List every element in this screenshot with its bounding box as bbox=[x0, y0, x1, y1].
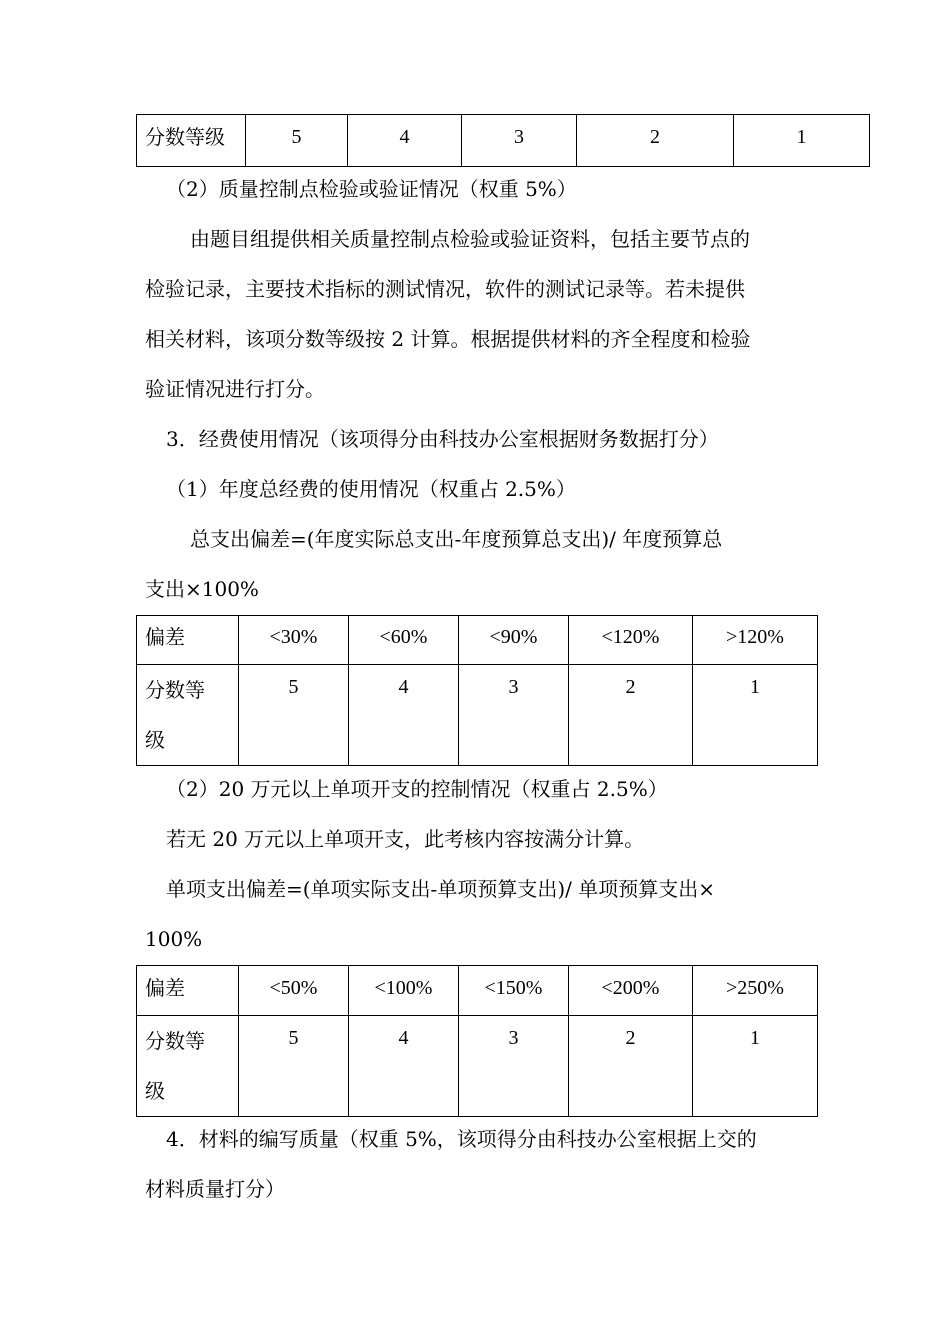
label-line: 分数等 bbox=[145, 1029, 205, 1053]
table-header-cell: <60% bbox=[349, 616, 459, 665]
table-cell: 2 bbox=[569, 665, 693, 766]
deviation-score-table-2 bbox=[136, 965, 818, 1117]
table-header-cell: <120% bbox=[569, 616, 693, 665]
table-cell: 3 bbox=[459, 665, 569, 766]
table-cell: 4 bbox=[348, 115, 462, 167]
section-3-2-heading: （2）20 万元以上单项开支的控制情况（权重占 2.5%） bbox=[166, 777, 668, 801]
section-4-heading-cont: 材料质量打分） bbox=[145, 1177, 285, 1201]
table-cell: 2 bbox=[569, 1016, 693, 1117]
table-header-cell: <30% bbox=[239, 616, 349, 665]
table-cell: 1 bbox=[734, 115, 870, 167]
table-cell: 1 bbox=[693, 665, 818, 766]
table-row bbox=[137, 616, 818, 665]
table-row bbox=[137, 1016, 818, 1117]
table-header-cell: <50% bbox=[239, 966, 349, 1016]
formula-line: 100% bbox=[145, 927, 203, 951]
formula-line: 单项支出偏差=(单项实际支出-单项预算支出)/ 单项预算支出× bbox=[166, 877, 715, 901]
table-cell: 4 bbox=[349, 1016, 459, 1117]
formula-line: 支出×100% bbox=[145, 577, 259, 601]
table-header-cell: <90% bbox=[459, 616, 569, 665]
section-4-heading: 4．材料的编写质量（权重 5%，该项得分由科技办公室根据上交的 bbox=[166, 1127, 757, 1151]
table-header-cell: <150% bbox=[459, 966, 569, 1016]
table-header-cell: >250% bbox=[693, 966, 818, 1016]
label-line: 级 bbox=[145, 1079, 165, 1103]
table-cell: 3 bbox=[462, 115, 577, 167]
note-line: 若无 20 万元以上单项开支，此考核内容按满分计算。 bbox=[166, 827, 645, 851]
paragraph-line: 相关材料，该项分数等级按 2 计算。根据提供材料的齐全程度和检验 bbox=[145, 327, 751, 351]
score-level-table-top bbox=[136, 114, 870, 167]
formula-line: 总支出偏差=(年度实际总支出-年度预算总支出)/ 年度预算总 bbox=[190, 527, 723, 551]
table-cell: 3 bbox=[459, 1016, 569, 1117]
table-row bbox=[137, 115, 870, 167]
score-level-label: 分数等级 bbox=[137, 115, 246, 167]
paragraph-line: 由题目组提供相关质量控制点检验或验证资料，包括主要节点的 bbox=[190, 227, 750, 251]
table-header-cell: 偏差 bbox=[137, 966, 239, 1016]
section-3-1-heading: （1）年度总经费的使用情况（权重占 2.5%） bbox=[166, 477, 576, 501]
table-header-cell: 偏差 bbox=[137, 616, 239, 665]
paragraph-line: 检验记录，主要技术指标的测试情况，软件的测试记录等。若未提供 bbox=[145, 277, 745, 301]
table-cell: 5 bbox=[239, 665, 349, 766]
paragraph-line: 验证情况进行打分。 bbox=[145, 377, 325, 401]
table-cell: 4 bbox=[349, 665, 459, 766]
table-cell: 5 bbox=[246, 115, 348, 167]
table-header-cell: >120% bbox=[693, 616, 818, 665]
score-level-label bbox=[137, 665, 239, 766]
label-line: 级 bbox=[145, 728, 165, 752]
section-3-heading: 3．经费使用情况（该项得分由科技办公室根据财务数据打分） bbox=[166, 427, 719, 451]
score-level-label bbox=[137, 1016, 239, 1117]
deviation-score-table-1 bbox=[136, 615, 818, 766]
table-cell: 5 bbox=[239, 1016, 349, 1117]
table-header-cell: <200% bbox=[569, 966, 693, 1016]
table-row bbox=[137, 966, 818, 1016]
table-cell: 2 bbox=[577, 115, 734, 167]
table-cell: 1 bbox=[693, 1016, 818, 1117]
table-row bbox=[137, 665, 818, 766]
label-line: 分数等 bbox=[145, 678, 205, 702]
table-header-cell: <100% bbox=[349, 966, 459, 1016]
section-2-2-heading: （2）质量控制点检验或验证情况（权重 5%） bbox=[166, 177, 577, 201]
